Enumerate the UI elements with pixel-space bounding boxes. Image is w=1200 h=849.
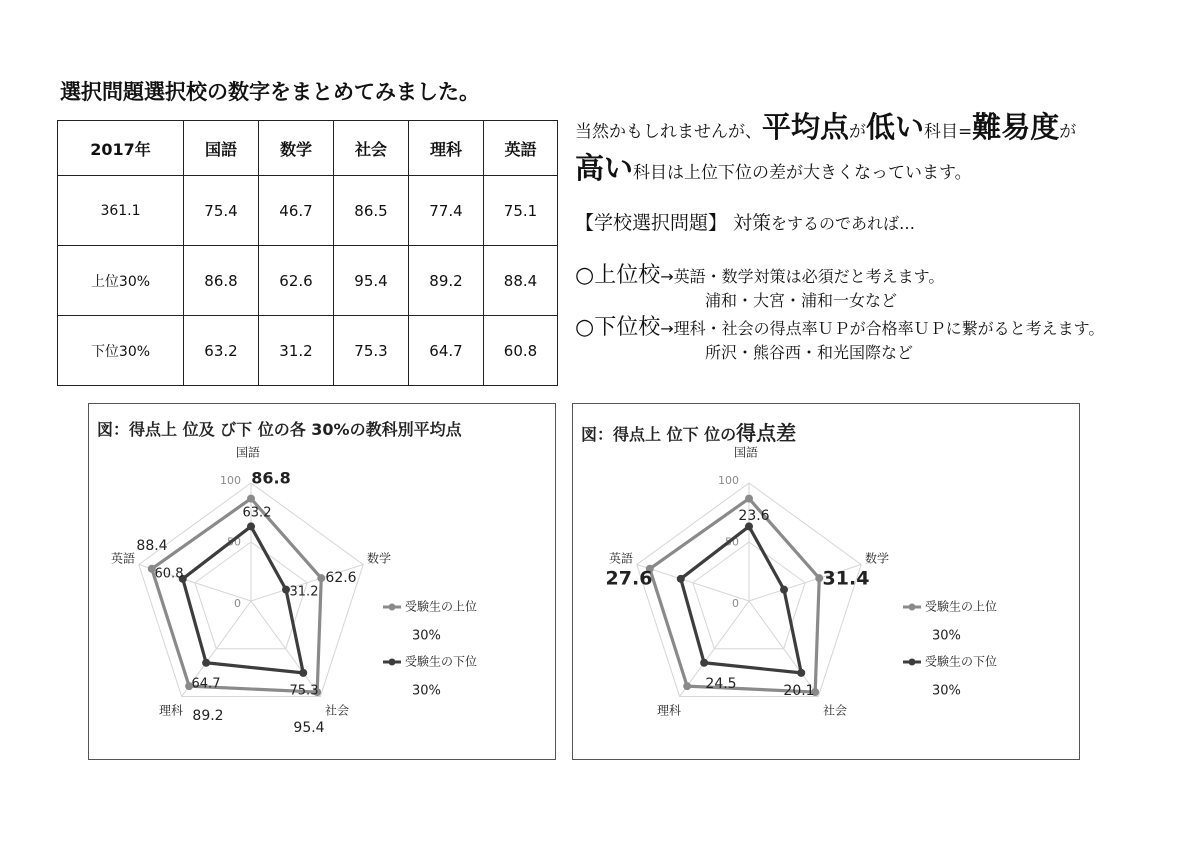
legend-lower-marker bbox=[909, 659, 916, 666]
tick-label: 50 bbox=[227, 535, 241, 549]
average-score-radar-panel bbox=[88, 403, 556, 760]
table-cell: 89.2 bbox=[409, 246, 484, 316]
lower-value-label-social: 75.3 bbox=[289, 683, 319, 699]
score-gap-radar-chart bbox=[573, 404, 1079, 759]
difference-label-math: 31.4 bbox=[822, 567, 870, 590]
legend-lower-label: 受験生の下位 bbox=[925, 654, 998, 669]
lower-school-heading: ○下位校 bbox=[575, 315, 661, 340]
tick-label: 100 bbox=[220, 474, 241, 487]
header-year: 2017年 bbox=[58, 121, 184, 176]
table-cell: 77.4 bbox=[409, 176, 484, 246]
table-cell: 75.3 bbox=[334, 316, 409, 386]
difference-label-english: 27.6 bbox=[605, 567, 653, 590]
axis-label-social: 社会 bbox=[324, 703, 350, 718]
table-cell: 86.8 bbox=[184, 246, 259, 316]
legend-lower-label: 受験生の下位 bbox=[405, 654, 478, 669]
axis-label-english: 英語 bbox=[608, 551, 634, 566]
table-cell: 75.1 bbox=[484, 176, 558, 246]
table-header-row bbox=[58, 121, 558, 176]
chart-title bbox=[581, 417, 796, 446]
commentary-line-3 bbox=[575, 212, 915, 235]
lower-data-point-science bbox=[700, 659, 708, 667]
legend-upper-percent: 30% bbox=[412, 628, 441, 644]
header-japanese: 国語 bbox=[184, 121, 259, 176]
tick-label: 0 bbox=[234, 597, 241, 610]
legend-upper-marker bbox=[389, 604, 396, 611]
table-cell: 86.5 bbox=[334, 176, 409, 246]
table-cell: 64.7 bbox=[409, 316, 484, 386]
difference-label-social: 20.1 bbox=[783, 683, 815, 699]
legend-lower-marker bbox=[389, 659, 396, 666]
upper-data-point-japanese bbox=[745, 495, 753, 503]
legend-lower-percent: 30% bbox=[932, 683, 961, 699]
upper-data-point-japanese bbox=[247, 495, 255, 503]
axis-label-math: 数学 bbox=[864, 551, 890, 566]
particle-text: が bbox=[849, 122, 867, 142]
tick-label: 100 bbox=[718, 474, 739, 487]
header-english: 英語 bbox=[484, 121, 558, 176]
commentary-line-2 bbox=[575, 151, 972, 186]
lower-value-label-japanese: 63.2 bbox=[242, 505, 272, 521]
table-cell: 60.8 bbox=[484, 316, 558, 386]
table-cell: 63.2 bbox=[184, 316, 259, 386]
score-summary-table bbox=[57, 120, 558, 386]
table-cell: 31.2 bbox=[259, 316, 334, 386]
chart-title: 図：得点上 位及 び下 位の各 30%の教科別平均点 bbox=[97, 420, 462, 439]
upper-value-label-japanese: 86.8 bbox=[251, 468, 291, 488]
lower-value-label-english: 60.8 bbox=[154, 566, 184, 582]
commentary-intro: 当然かもしれませんが、 bbox=[575, 122, 762, 142]
score-gap-radar-panel bbox=[572, 403, 1080, 760]
axis-label-science: 理科 bbox=[158, 703, 184, 718]
header-math: 数学 bbox=[259, 121, 334, 176]
legend-upper-percent: 30% bbox=[932, 628, 961, 644]
table-cell: 62.6 bbox=[259, 246, 334, 316]
table-row bbox=[58, 246, 558, 316]
lower-data-point-social bbox=[299, 669, 307, 677]
tick-label: 0 bbox=[732, 597, 739, 610]
average-score-radar-chart bbox=[89, 404, 555, 759]
row-label: 上位30% bbox=[58, 246, 184, 316]
lower-school-text: →理科・社会の得点率ＵＰが合格率ＵＰに繋がると考えます。 bbox=[660, 319, 1105, 338]
keyword-high: 高い bbox=[575, 151, 634, 185]
upper-value-label-science: 89.2 bbox=[192, 708, 224, 724]
difference-label-japanese: 23.6 bbox=[738, 508, 770, 524]
lower-value-label-science: 64.7 bbox=[191, 676, 221, 692]
upper-school-heading: ○上位校 bbox=[575, 263, 661, 288]
axis-label-japanese: 国語 bbox=[733, 445, 759, 460]
lower-data-point-science bbox=[202, 659, 210, 667]
upper-school-examples: 浦和・大宮・浦和一女など bbox=[705, 291, 898, 310]
upper-school-advice bbox=[575, 263, 944, 289]
row-label: 361.1 bbox=[58, 176, 184, 246]
lower-school-examples: 所沢・熊谷西・和光国際など bbox=[705, 343, 914, 362]
axis-label-english: 英語 bbox=[110, 551, 136, 566]
chart-title-emphasis: 得点差 bbox=[736, 421, 797, 445]
axis-label-science: 理科 bbox=[656, 703, 682, 718]
upper-data-point-science bbox=[683, 682, 691, 690]
table-cell: 88.4 bbox=[484, 246, 558, 316]
axis-label-japanese: 国語 bbox=[235, 445, 261, 460]
keyword-low: 低い bbox=[866, 110, 925, 144]
axis-label-social: 社会 bbox=[822, 703, 848, 718]
subject-equals-text: 科目= bbox=[924, 122, 973, 142]
header-social: 社会 bbox=[334, 121, 409, 176]
lower-school-advice bbox=[575, 315, 1104, 341]
lower-data-point-japanese bbox=[247, 522, 255, 530]
lower-value-label-math: 31.2 bbox=[289, 584, 319, 600]
legend-upper-label: 受験生の上位 bbox=[405, 599, 478, 614]
upper-data-point-math bbox=[317, 574, 325, 582]
table-row bbox=[58, 176, 558, 246]
tick-label: 50 bbox=[725, 535, 739, 549]
row-label: 下位30% bbox=[58, 316, 184, 386]
table-cell: 46.7 bbox=[259, 176, 334, 246]
difference-label-science: 24.5 bbox=[705, 676, 737, 692]
header-science: 理科 bbox=[409, 121, 484, 176]
upper-value-label-english: 88.4 bbox=[136, 538, 168, 554]
axis-label-math: 数学 bbox=[366, 551, 392, 566]
table-cell: 75.4 bbox=[184, 176, 259, 246]
keyword-difficulty: 難易度 bbox=[972, 110, 1060, 144]
legend-lower-percent: 30% bbox=[412, 683, 441, 699]
upper-school-text: →英語・数学対策は必須だと考えます。 bbox=[660, 267, 945, 286]
chart-title-text: 図：得点上 位下 位の bbox=[581, 425, 737, 444]
commentary-line-1 bbox=[575, 110, 1076, 145]
lower-data-point-math bbox=[780, 586, 788, 594]
table-cell: 95.4 bbox=[334, 246, 409, 316]
page-heading: 選択問題選択校の数字をまとめてみました。 bbox=[60, 80, 480, 104]
keyword-average-score: 平均点 bbox=[762, 110, 850, 144]
legend-upper-marker bbox=[909, 604, 916, 611]
gap-text: 科目は上位下位の差が大きくなっています。 bbox=[633, 163, 972, 183]
upper-value-label-math: 62.6 bbox=[325, 570, 357, 586]
section-tail: をするのであれば… bbox=[771, 214, 916, 233]
legend-upper-label: 受験生の上位 bbox=[925, 599, 998, 614]
upper-value-label-social: 95.4 bbox=[293, 720, 325, 736]
particle-text: が bbox=[1059, 122, 1077, 142]
lower-data-point-social bbox=[797, 669, 805, 677]
lower-data-point-english bbox=[677, 575, 685, 583]
keyword-measures: 対策 bbox=[733, 212, 772, 234]
section-label: 【学校選択問題】 bbox=[575, 212, 728, 234]
table-row bbox=[58, 316, 558, 386]
